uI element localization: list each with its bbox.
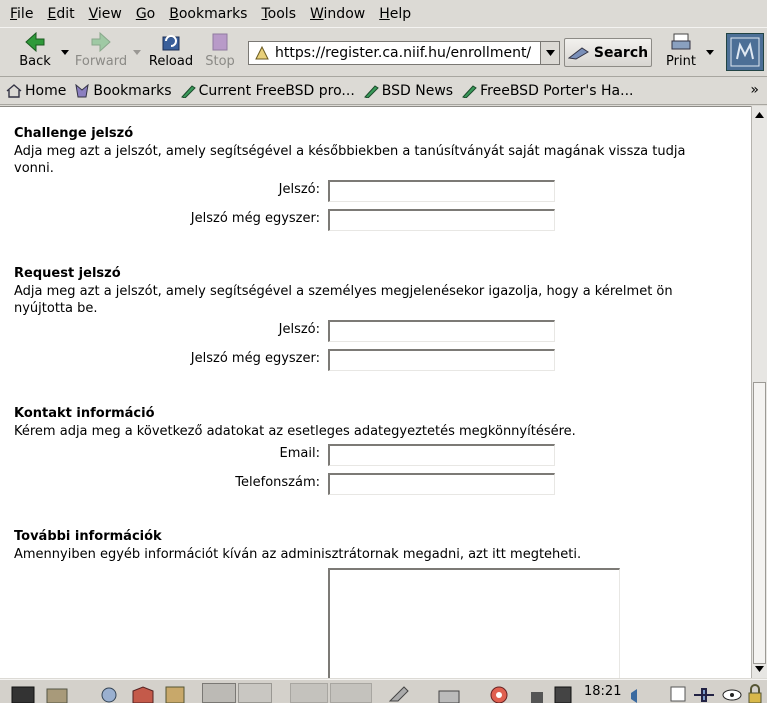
bookmark-link-icon [363,84,379,98]
chevron-up-icon [755,112,764,118]
request-password-confirm-label: Jelszó még egyszer: [190,351,320,366]
power-plug-icon[interactable] [692,683,716,703]
challenge-title: Challenge jelszó [14,126,134,141]
scroll-up-button[interactable] [752,107,767,122]
menu-view[interactable]: View [88,5,122,22]
home-icon [6,84,22,98]
desktop-taskbar [0,679,767,703]
forward-dropdown-icon[interactable] [133,48,141,56]
challenge-description: Adja meg azt a jelszót, amely segítségével a későbbiekben a tanúsítványát saját magának vissza tudja vonni. [14,144,686,176]
help-lifebuoy-icon[interactable] [486,683,512,703]
print-button[interactable]: Print [654,31,708,73]
request-title: Request jelszó [14,266,121,281]
menu-window[interactable]: Window [310,5,366,22]
archive-icon[interactable] [162,683,188,703]
challenge-password-label: Jelszó: [278,182,320,197]
request-password-input[interactable] [328,320,555,342]
more-info-description: Amennyiben egyéb információt kíván az adminisztrátornak megadni, azt itt megteheti. [14,547,582,562]
printer-icon[interactable] [436,683,462,703]
contact-title: Kontakt információ [14,406,155,421]
forward-button[interactable]: Forward [73,31,129,73]
request-password-label: Jelszó: [278,322,320,337]
scroll-down-button[interactable] [752,661,767,676]
url-history-dropdown[interactable] [540,42,559,64]
site-icon [253,44,271,62]
show-desktop-icon[interactable] [668,683,688,703]
contact-description: Kérem adja meg a következő adatokat az esetleges adategyeztetés megkönnyítésére. [14,424,576,439]
bookmark-item[interactable]: FreeBSD Porter's Ha... [461,83,633,99]
challenge-password-input[interactable] [328,180,555,202]
menu-edit[interactable]: Edit [47,5,75,22]
volume-icon[interactable] [628,683,646,703]
bookmarks-toolbar [0,78,767,105]
menu-tools[interactable]: Tools [261,5,296,22]
clock: 18:21 [584,684,622,699]
navigation-toolbar [0,27,767,77]
menu-file[interactable]: File [10,5,34,22]
eye-monitor-icon[interactable] [720,683,744,703]
vertical-scrollbar[interactable] [751,106,767,678]
back-dropdown-icon[interactable] [61,48,69,56]
more-info-textarea[interactable] [328,568,620,678]
padlock-icon[interactable] [746,683,764,703]
chevron-down-icon [755,666,764,672]
challenge-password-confirm-input[interactable] [328,209,555,231]
bookmark-link-icon [180,84,196,98]
screensaver-icon[interactable] [552,683,574,703]
search-icon [568,46,590,60]
email-label: Email: [279,446,320,461]
back-button[interactable]: Back [8,31,62,73]
terminal-icon[interactable] [10,683,36,703]
throbber-logo[interactable] [726,33,764,71]
request-description: Adja meg azt a jelszót, amely segítségével a személyes megjelenésekor igazolja, hogy a kérelmet ön nyújtotta be. [14,284,673,316]
stop-button[interactable]: Stop [193,31,247,73]
workspace-2[interactable] [238,683,272,703]
forward-arrow-icon [90,31,112,53]
reload-icon [160,31,182,53]
url-bar[interactable] [248,41,560,65]
folder-icon[interactable] [44,683,70,703]
bookmark-link-icon [461,84,477,98]
request-password-confirm-input[interactable] [328,349,555,371]
bookmark-item[interactable]: BSD News [363,83,453,99]
mozilla-logo-icon [730,37,760,67]
scrollbar-thumb[interactable] [753,382,766,664]
bookmarks-icon [74,84,90,98]
home-button[interactable]: Home [6,83,66,99]
challenge-password-confirm-label: Jelszó még egyszer: [190,211,320,226]
print-dropdown-icon[interactable] [706,48,714,56]
menu-go[interactable]: Go [135,5,156,22]
workspace-4[interactable] [330,683,372,703]
more-bookmarks-chevron[interactable]: » [750,82,759,98]
reload-button[interactable]: Reload [144,31,198,73]
page-content [0,106,751,678]
stop-icon [209,31,231,53]
printer-icon [670,31,692,53]
network-icon[interactable] [96,683,122,703]
more-info-title: További információk [14,529,162,544]
tools-icon[interactable] [386,683,412,703]
chevron-down-icon [546,50,555,56]
email-field[interactable] [328,444,555,466]
workspace-3[interactable] [290,683,328,703]
workspace-1[interactable] [202,683,236,703]
search-button[interactable]: Search [564,38,652,67]
menu-help[interactable]: Help [379,5,412,22]
lock-icon[interactable] [526,683,548,703]
menu-bar [0,0,767,27]
phone-label: Telefonszám: [235,475,320,490]
phone-field[interactable] [328,473,555,495]
url-text[interactable]: https://register.ca.niif.hu/enrollment/ [275,45,532,61]
menu-bookmarks[interactable]: Bookmarks [169,5,248,22]
back-arrow-icon [24,31,46,53]
mail-icon[interactable] [130,683,156,703]
bookmark-item[interactable]: Current FreeBSD pro... [180,83,355,99]
bookmarks-button[interactable]: Bookmarks [74,83,171,99]
